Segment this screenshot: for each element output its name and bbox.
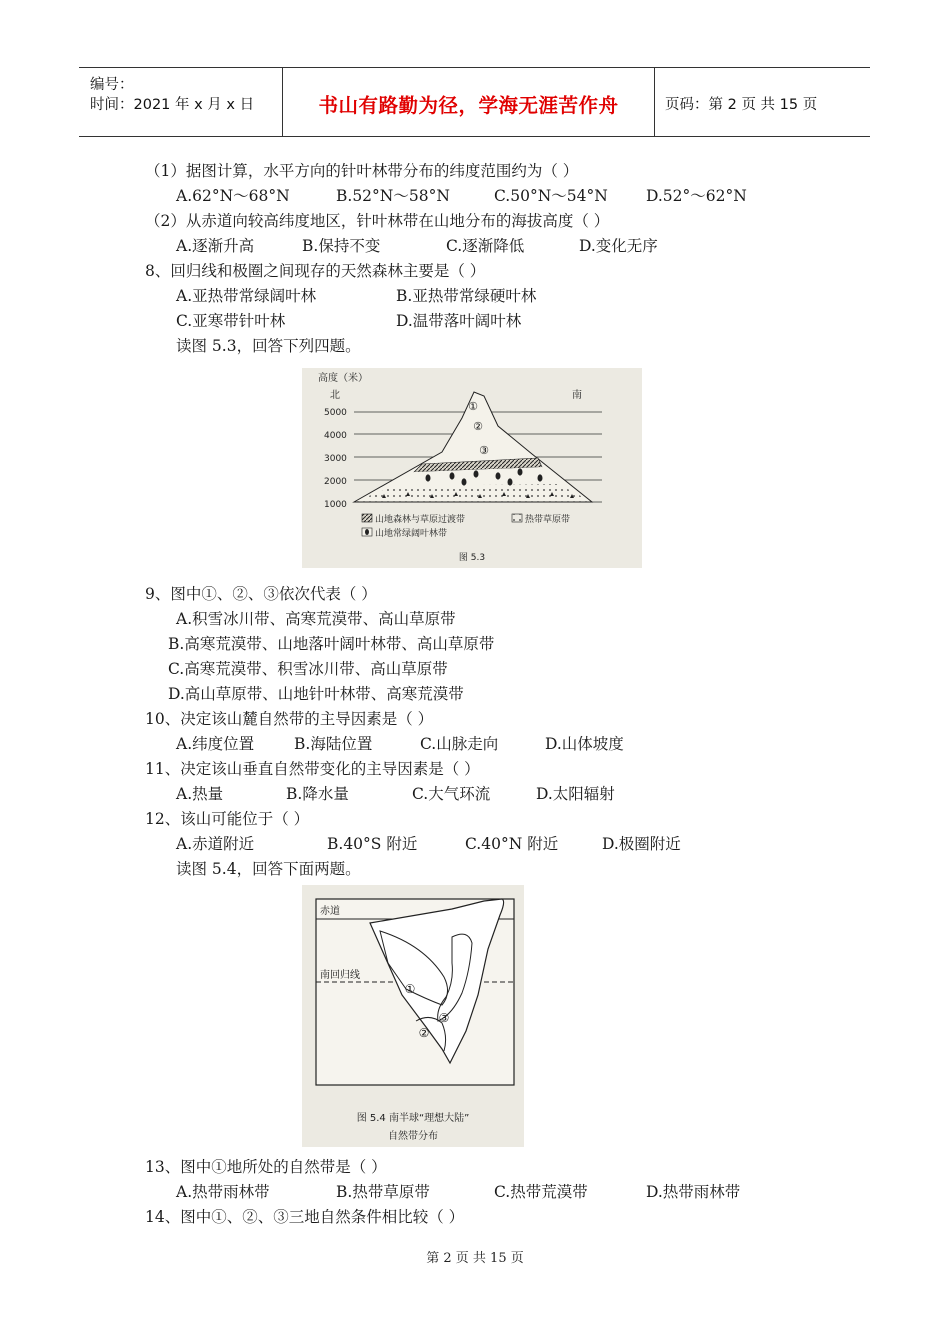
fig53-tick-1000: 1000 bbox=[324, 500, 347, 510]
fig54-caption-1: 图 5.4 南半球“理想大陆” bbox=[356, 1113, 470, 1124]
fig54-zone-1: ① bbox=[404, 982, 416, 996]
q8-option-d: D.温带落叶阔叶林 bbox=[396, 312, 522, 330]
q10-option-d: D.山体坡度 bbox=[545, 735, 624, 753]
fig53-tick-2000: 2000 bbox=[324, 477, 347, 487]
serial-label: 编号： bbox=[90, 77, 134, 93]
q12-stem: 12、该山可能位于（ ） bbox=[145, 810, 310, 828]
q10-option-a: A.纬度位置 bbox=[176, 735, 255, 753]
q13-option-d: D.热带雨林带 bbox=[646, 1183, 741, 1201]
q12-option-a: A.赤道附近 bbox=[176, 835, 255, 853]
q7-sub1-option-c: C.50°N～54°N bbox=[494, 187, 608, 205]
page-footer: 第 2 页 共 15 页 bbox=[426, 1251, 524, 1266]
q14-stem: 14、图中①、②、③三地自然条件相比较（ ） bbox=[145, 1208, 465, 1226]
fig53-legend-dots-swatch bbox=[512, 514, 522, 522]
q8-option-a: A.亚热带常绿阔叶林 bbox=[176, 287, 317, 305]
q11-option-b: B.降水量 bbox=[286, 785, 349, 803]
q9-option-a: A.积雪冰川带、高寒荒漠带、高山草原带 bbox=[176, 610, 456, 628]
page-header bbox=[79, 67, 870, 137]
fig53-tick-5000: 5000 bbox=[324, 408, 347, 418]
figure-5-4 bbox=[302, 885, 524, 1147]
fig53-tick-4000: 4000 bbox=[324, 431, 347, 441]
q10-stem: 10、决定该山麓自然带的主导因素是（ ） bbox=[145, 710, 434, 728]
q13-option-a: A.热带雨林带 bbox=[176, 1183, 270, 1201]
q11-option-a: A.热量 bbox=[176, 785, 224, 803]
fig53-legend-tree-icon bbox=[365, 529, 369, 535]
header-left-cell bbox=[79, 68, 283, 136]
q9-option-b: B.高寒荒漠带、山地落叶阔叶林带、高山草原带 bbox=[168, 635, 495, 653]
q9-option-c: C.高寒荒漠带、积雪冰川带、高山草原带 bbox=[168, 660, 448, 678]
q7-sub1-stem: （1）据图计算，水平方向的针叶林带分布的纬度范围约为（ ） bbox=[145, 162, 579, 180]
q7-sub2-option-c: C.逐渐降低 bbox=[446, 237, 525, 255]
fig53-legend-3: 山地常绿阔叶林带 bbox=[375, 529, 448, 539]
q9-stem: 9、图中①、②、③依次代表（ ） bbox=[145, 585, 377, 603]
q8-stem: 8、回归线和极圈之间现存的天然森林主要是（ ） bbox=[145, 262, 486, 280]
fig53-north: 北 bbox=[330, 390, 340, 401]
fig53-tick-3000: 3000 bbox=[324, 454, 347, 464]
fig53-south: 南 bbox=[572, 390, 582, 401]
q11-option-d: D.太阳辐射 bbox=[536, 785, 615, 803]
q13-option-c: C.热带荒漠带 bbox=[494, 1183, 588, 1201]
q10-option-c: C.山脉走向 bbox=[420, 735, 499, 753]
figure-5-3 bbox=[302, 368, 642, 568]
q11-option-c: C.大气环流 bbox=[412, 785, 491, 803]
q7-sub2-stem: （2）从赤道向较高纬度地区，针叶林带在山地分布的海拔高度（ ） bbox=[145, 212, 610, 230]
q7-sub2-option-d: D.变化无序 bbox=[579, 237, 658, 255]
q7-sub1-option-b: B.52°N～58°N bbox=[336, 187, 450, 205]
fig53-legend-2: 热带草原带 bbox=[525, 515, 571, 525]
page-label: 页码：第 2 页 共 15 页 bbox=[665, 97, 818, 113]
q13-stem: 13、图中①地所处的自然带是（ ） bbox=[145, 1158, 387, 1176]
header-right-cell bbox=[655, 68, 870, 136]
q8-option-c: C.亚寒带针叶林 bbox=[176, 312, 286, 330]
read-figure-5-4: 读图 5.4，回答下面两题。 bbox=[176, 860, 361, 878]
fig53-caption: 图 5.3 bbox=[458, 553, 486, 563]
q11-stem: 11、决定该山垂直自然带变化的主导因素是（ ） bbox=[145, 760, 480, 778]
q7-sub1-option-d: D.52°～62°N bbox=[646, 187, 747, 205]
fig53-zone-3: ③ bbox=[479, 444, 489, 457]
date-label: 时间：2021 年 x 月 x 日 bbox=[90, 97, 255, 113]
fig54-zone-3: ③ bbox=[438, 1011, 450, 1025]
fig53-ylabel: 高度（米） bbox=[318, 373, 368, 384]
q7-sub1-option-a: A.62°N～68°N bbox=[176, 187, 290, 205]
fig54-caption-2: 自然带分布 bbox=[388, 1131, 438, 1142]
q10-option-b: B.海陆位置 bbox=[294, 735, 373, 753]
fig53-zone-2: ② bbox=[473, 420, 483, 433]
fig53-zone-1: ① bbox=[468, 400, 478, 413]
q8-option-b: B.亚热带常绿硬叶林 bbox=[396, 287, 537, 305]
header-center-cell bbox=[283, 68, 655, 136]
q12-option-d: D.极圈附近 bbox=[602, 835, 681, 853]
read-figure-5-3: 读图 5.3，回答下列四题。 bbox=[176, 337, 361, 355]
q9-option-d: D.高山草原带、山地针叶林带、高寒荒漠带 bbox=[168, 685, 464, 703]
q12-option-b: B.40°S 附近 bbox=[327, 835, 418, 853]
fig53-legend-1: 山地森林与草原过渡带 bbox=[375, 515, 466, 525]
motto: 书山有路勤为径，学海无涯苦作舟 bbox=[318, 94, 619, 117]
fig54-equator-label: 赤道 bbox=[320, 906, 340, 917]
fig54-zone-2: ② bbox=[418, 1026, 430, 1040]
q7-sub2-option-a: A.逐渐升高 bbox=[176, 237, 255, 255]
q13-option-b: B.热带草原带 bbox=[336, 1183, 430, 1201]
q7-sub2-option-b: B.保持不变 bbox=[302, 237, 381, 255]
fig54-tropic-label: 南回归线 bbox=[320, 970, 360, 981]
fig53-legend-hatch-swatch bbox=[362, 514, 372, 522]
q12-option-c: C.40°N 附近 bbox=[465, 835, 559, 853]
